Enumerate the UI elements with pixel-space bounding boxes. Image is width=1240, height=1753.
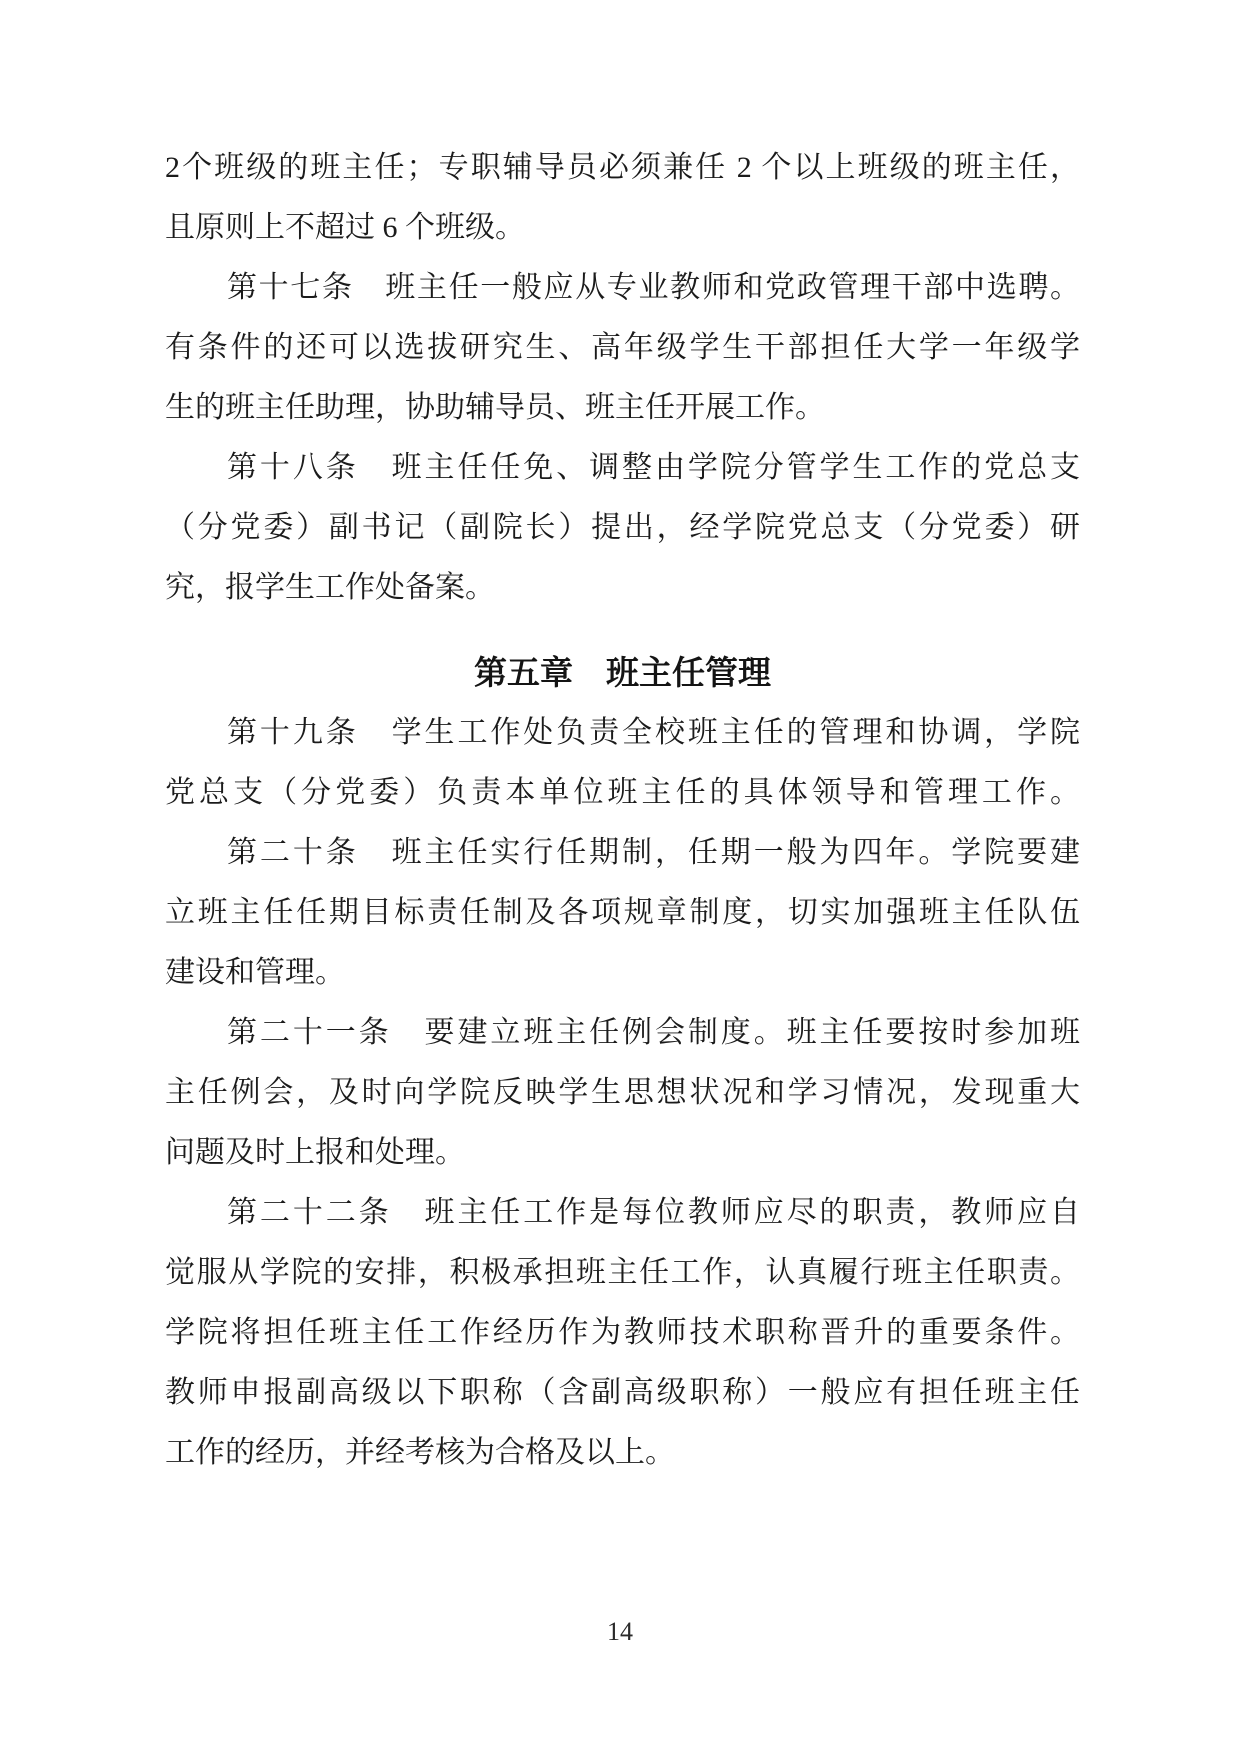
text-line-article-22: 第二十二条 班主任工作是每位教师应尽的职责，教师应自 (227, 1196, 1080, 1229)
text-line: 生的班主任助理，协助辅导员、班主任开展工作。 (165, 391, 825, 424)
text-line-article-19: 第十九条 学生工作处负责全校班主任的管理和协调，学院 (227, 716, 1080, 749)
text-line: 究，报学生工作处备案。 (165, 571, 495, 604)
chapter-heading: 第五章 班主任管理 (474, 654, 771, 691)
document-body (165, 138, 1080, 1483)
text-line-article-21: 第二十一条 要建立班主任例会制度。班主任要按时参加班 (227, 1016, 1080, 1049)
text-line-article-18: 第十八条 班主任任免、调整由学院分管学生工作的党总支 (227, 451, 1080, 484)
text-line-article-20: 第二十条 班主任实行任期制，任期一般为四年。学院要建 (227, 836, 1080, 869)
text-line: 教师申报副高级以下职称（含副高级职称）一般应有担任班主任 (165, 1376, 1080, 1409)
text-line: （分党委）副书记（副院长）提出，经学院党总支（分党委）研 (165, 511, 1080, 544)
text-line: 2个班级的班主任；专职辅导员必须兼任 2 个以上班级的班主任， (165, 151, 1080, 184)
text-line: 主任例会，及时向学院反映学生思想状况和学习情况，发现重大 (165, 1076, 1080, 1109)
text-line: 且原则上不超过 6 个班级。 (165, 211, 525, 244)
text-line: 问题及时上报和处理。 (165, 1136, 465, 1169)
text-line: 学院将担任班主任工作经历作为教师技术职称晋升的重要条件。 (165, 1316, 1080, 1349)
text-line: 工作的经历，并经考核为合格及以上。 (165, 1436, 675, 1469)
text-line: 有条件的还可以选拔研究生、高年级学生干部担任大学一年级学 (165, 331, 1080, 364)
page-number: 14 (607, 1617, 633, 1646)
text-line-article-17: 第十七条 班主任一般应从专业教师和党政管理干部中选聘。 (227, 271, 1080, 304)
text-line: 建设和管理。 (165, 956, 345, 989)
text-line: 党总支（分党委）负责本单位班主任的具体领导和管理工作。 (165, 776, 1080, 809)
text-line: 立班主任任期目标责任制及各项规章制度，切实加强班主任队伍 (165, 896, 1080, 929)
text-line: 觉服从学院的安排，积极承担班主任工作，认真履行班主任职责。 (165, 1256, 1080, 1289)
